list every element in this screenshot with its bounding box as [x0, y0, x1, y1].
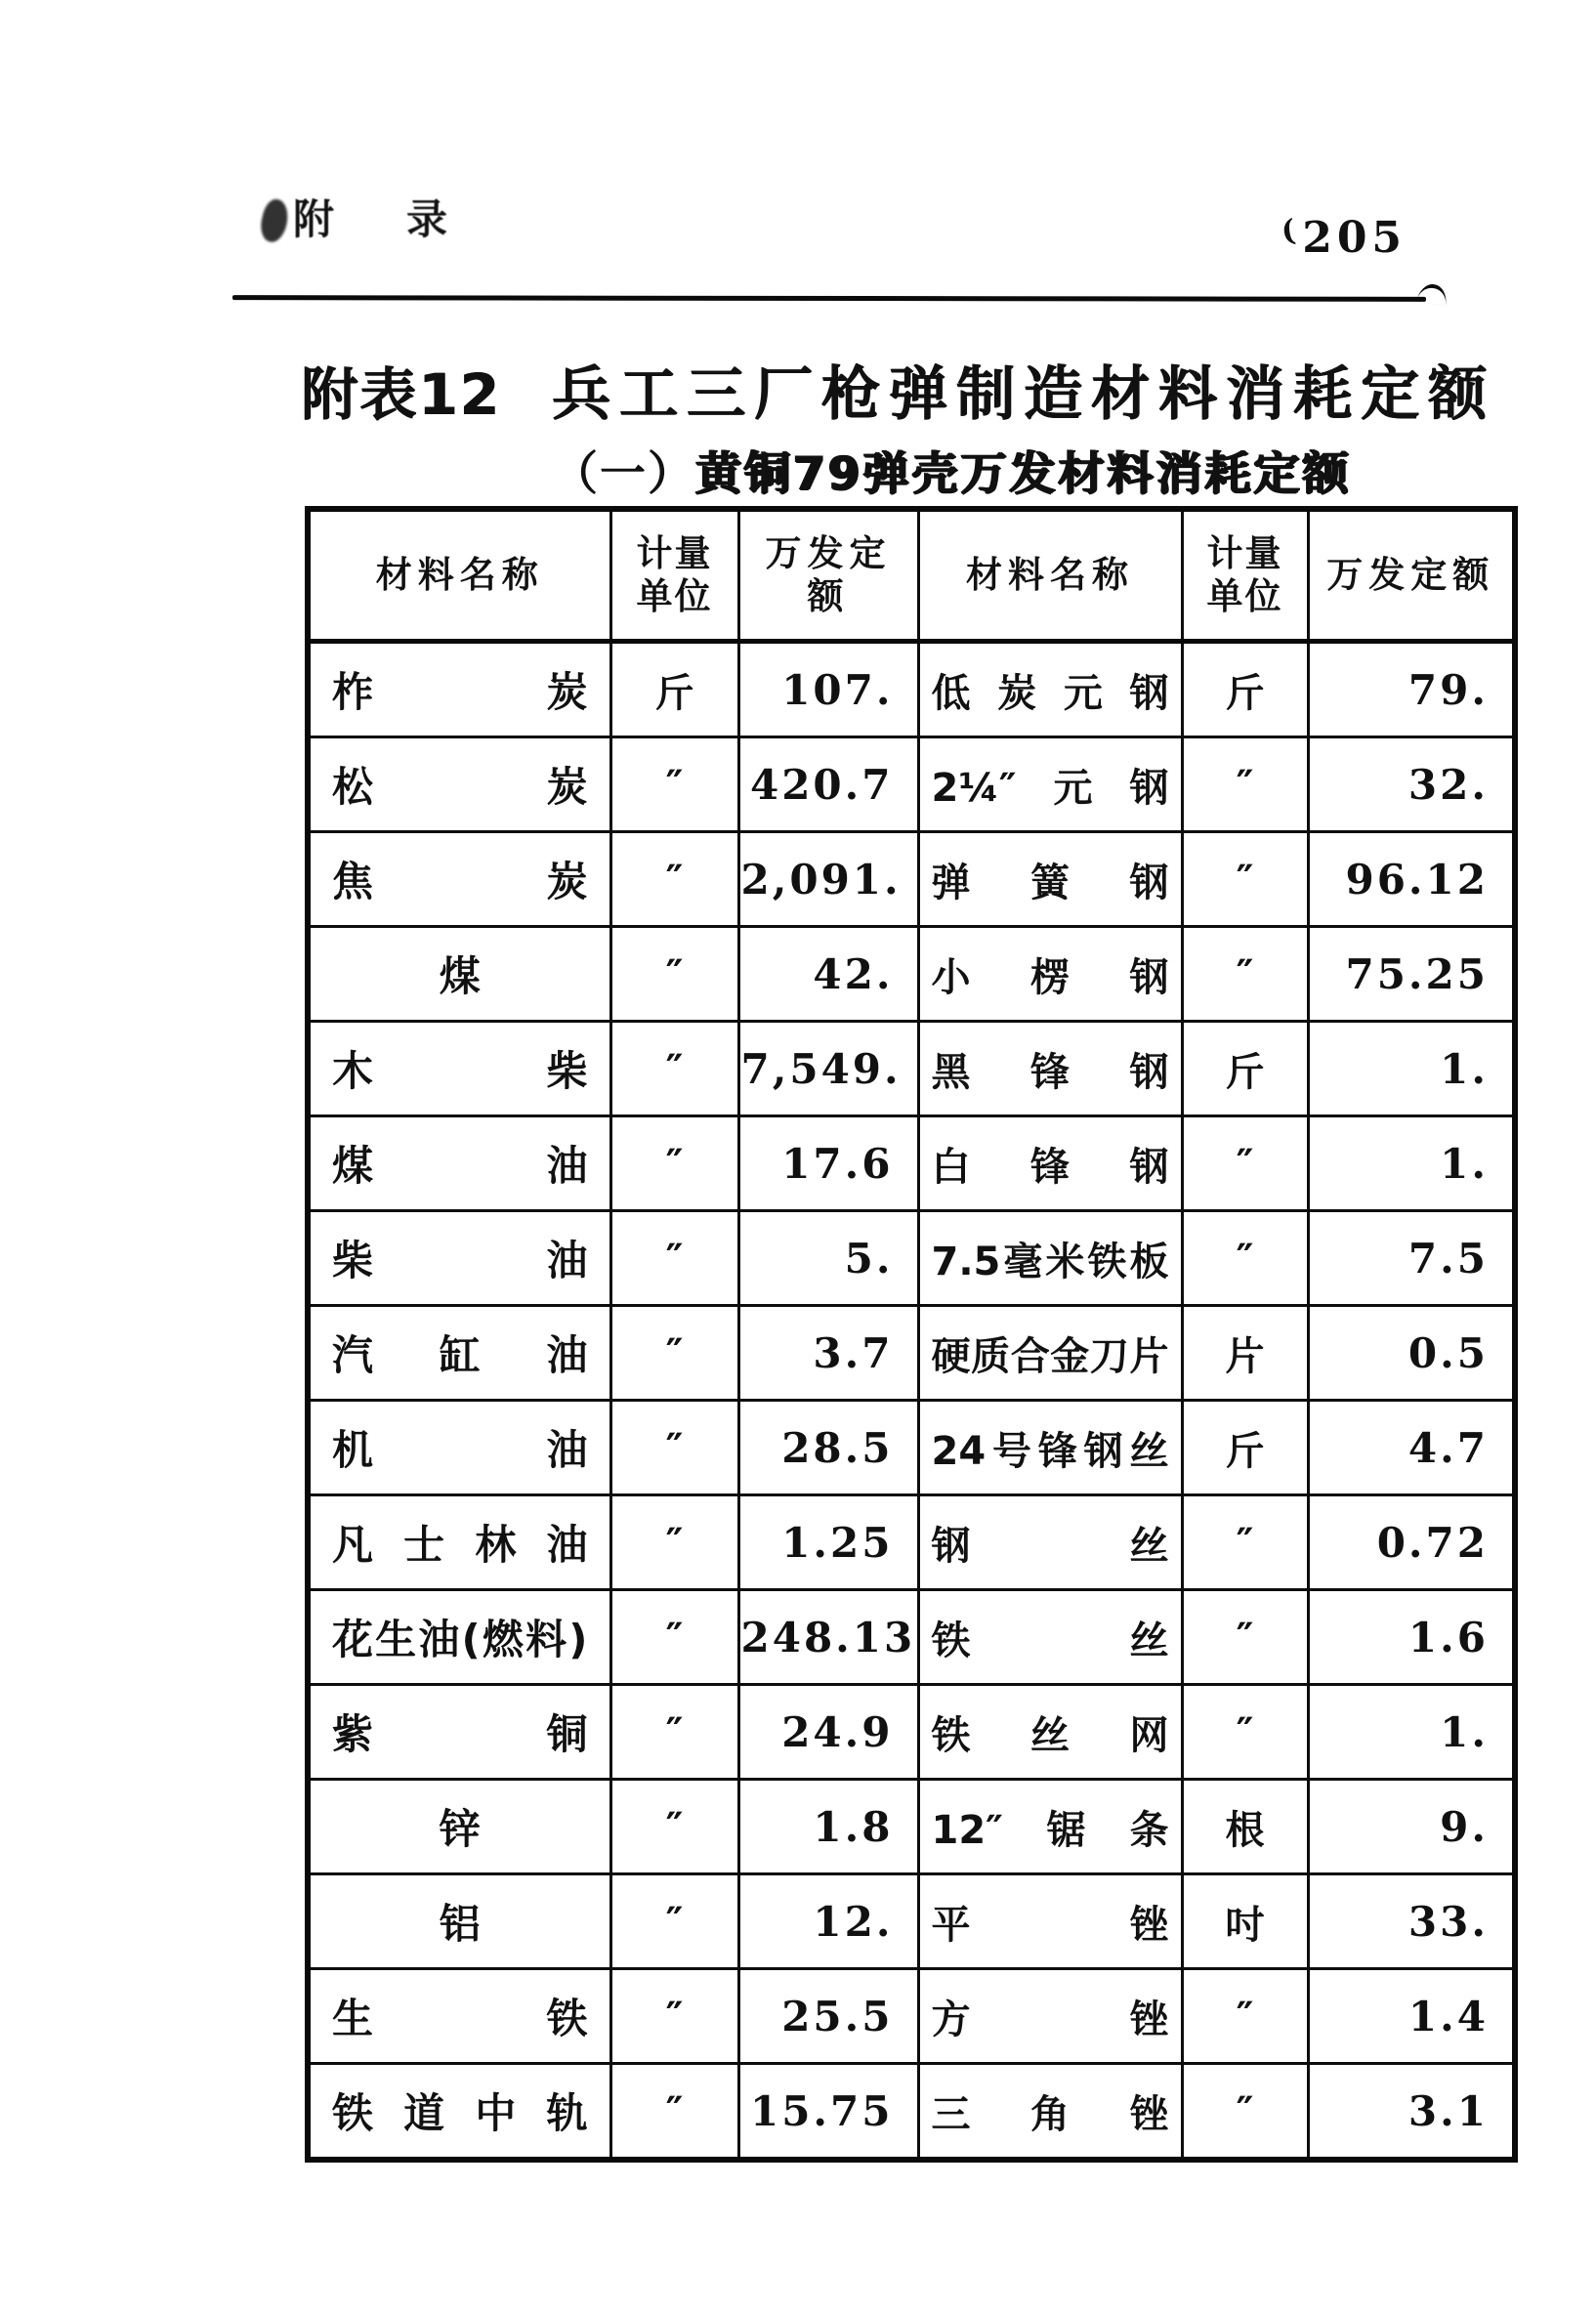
material-name-cell: 平锉 [918, 1874, 1182, 1969]
quota-cell: 96.12 [1308, 832, 1515, 927]
quota-cell: 1.6 [1308, 1590, 1515, 1685]
quota-cell: 1. [1308, 1685, 1515, 1780]
table-row [308, 927, 1515, 1022]
unit-cell: 斤 [1182, 1401, 1308, 1495]
quota-cell: 28.5 [738, 1401, 918, 1495]
table-row [308, 1211, 1515, 1306]
header-rule-hook [1416, 282, 1449, 307]
unit-cell: ″ [610, 1401, 738, 1495]
unit-cell: ″ [610, 1211, 738, 1306]
ink-smudge [257, 197, 292, 245]
unit-cell: ″ [1182, 1685, 1308, 1780]
table-row [308, 1685, 1515, 1780]
quota-cell: 1.8 [738, 1780, 918, 1874]
unit-cell: ″ [610, 1306, 738, 1401]
material-name-cell: 凡士林油 [308, 1495, 610, 1590]
material-name-cell: 花生油(燃料) [308, 1590, 610, 1685]
unit-cell: ″ [1182, 2064, 1308, 2161]
material-name-cell: 柴油 [308, 1211, 610, 1306]
material-name-cell: 铝 [308, 1874, 610, 1969]
quota-cell: 25.5 [738, 1969, 918, 2064]
title-row [301, 348, 1495, 432]
unit-cell: ″ [610, 927, 738, 1022]
unit-cell: ″ [1182, 832, 1308, 927]
header-rule [232, 295, 1426, 302]
quota-cell: 0.72 [1308, 1495, 1515, 1590]
unit-cell: 片 [1182, 1306, 1308, 1401]
header-quota-left: 万发定额 [738, 509, 918, 642]
header-material-name-left: 材料名称 [308, 509, 610, 642]
unit-cell: 吋 [1182, 1874, 1308, 1969]
material-name-cell: 锌 [308, 1780, 610, 1874]
material-name-cell: 机油 [308, 1401, 610, 1495]
quota-cell: 248.13 [738, 1590, 918, 1685]
table-row [308, 1969, 1515, 2064]
page-number-value: 205 [1302, 213, 1407, 263]
quota-cell: 79. [1308, 642, 1515, 737]
unit-cell: ″ [1182, 1211, 1308, 1306]
subtitle-text: 黄铜79弹壳万发材料消耗定额 [695, 447, 1352, 501]
unit-cell: ″ [1182, 1590, 1308, 1685]
quota-cell: 3.7 [738, 1306, 918, 1401]
table-row [308, 1780, 1515, 1874]
material-name-cell: 铁丝网 [918, 1685, 1182, 1780]
unit-cell: ″ [610, 1590, 738, 1685]
unit-cell: ″ [610, 737, 738, 832]
quota-cell: 1.4 [1308, 1969, 1515, 2064]
table-row [308, 1401, 1515, 1495]
quota-cell: 5. [738, 1211, 918, 1306]
quota-cell: 15.75 [738, 2064, 918, 2161]
material-name-cell: 7.5毫米铁板 [918, 1211, 1182, 1306]
material-name-cell: 三角锉 [918, 2064, 1182, 2161]
page-title: 兵工三厂枪弹制造材料消耗定额 [551, 360, 1495, 429]
page-number-mark: ( [1279, 212, 1303, 250]
unit-cell: ″ [610, 832, 738, 927]
quota-cell: 0.5 [1308, 1306, 1515, 1401]
material-name-cell: 汽缸油 [308, 1306, 610, 1401]
unit-cell: ″ [1182, 1495, 1308, 1590]
quota-cell: 1.25 [738, 1495, 918, 1590]
material-name-cell: 黑锋钢 [918, 1022, 1182, 1116]
quota-cell: 7,549. [738, 1022, 918, 1116]
quota-cell: 33. [1308, 1874, 1515, 1969]
unit-cell: ″ [1182, 737, 1308, 832]
page-number [1281, 213, 1407, 263]
table-row [308, 1306, 1515, 1401]
material-name-cell: 硬质合金刀片 [918, 1306, 1182, 1401]
table-row [308, 1022, 1515, 1116]
material-name-cell: 木柴 [308, 1022, 610, 1116]
material-name-cell: 2¼″元钢 [918, 737, 1182, 832]
quota-cell: 9. [1308, 1780, 1515, 1874]
material-name-cell: 小楞钢 [918, 927, 1182, 1022]
quota-cell: 107. [738, 642, 918, 737]
material-name-cell: 方锉 [918, 1969, 1182, 2064]
quota-cell: 420.7 [738, 737, 918, 832]
header-quota-right: 万发定额 [1308, 509, 1515, 642]
material-name-cell: 弹簧钢 [918, 832, 1182, 927]
table-row [308, 1116, 1515, 1211]
quota-cell: 7.5 [1308, 1211, 1515, 1306]
materials-table [305, 506, 1518, 2163]
material-name-cell: 松炭 [308, 737, 610, 832]
unit-cell: 斤 [1182, 1022, 1308, 1116]
table-row [308, 1590, 1515, 1685]
quota-cell: 1. [1308, 1022, 1515, 1116]
material-name-cell: 白锋钢 [918, 1116, 1182, 1211]
material-name-cell: 钢丝 [918, 1495, 1182, 1590]
unit-cell: ″ [610, 1874, 738, 1969]
material-name-cell: 煤油 [308, 1116, 610, 1211]
material-name-cell: 紫铜 [308, 1685, 610, 1780]
material-name-cell: 低炭元钢 [918, 642, 1182, 737]
material-name-cell: 柞炭 [308, 642, 610, 737]
header-unit-left: 计量单位 [610, 509, 738, 642]
quota-cell: 1. [1308, 1116, 1515, 1211]
quota-cell: 3.1 [1308, 2064, 1515, 2161]
material-name-cell: 煤 [308, 927, 610, 1022]
table-row [308, 737, 1515, 832]
page-subtitle [552, 438, 1351, 503]
material-name-cell: 铁丝 [918, 1590, 1182, 1685]
unit-cell: ″ [610, 1022, 738, 1116]
table-row [308, 832, 1515, 927]
quota-cell: 17.6 [738, 1116, 918, 1211]
unit-cell: ″ [610, 1116, 738, 1211]
table-row [308, 642, 1515, 737]
table-row [308, 1495, 1515, 1590]
material-name-cell: 24号锋钢丝 [918, 1401, 1182, 1495]
table-number-label: 附表12 [301, 361, 501, 428]
unit-cell: ″ [1182, 1116, 1308, 1211]
unit-cell: 根 [1182, 1780, 1308, 1874]
unit-cell: ″ [1182, 1969, 1308, 2064]
quota-cell: 42. [738, 927, 918, 1022]
unit-cell: 斤 [610, 642, 738, 737]
unit-cell: ″ [1182, 927, 1308, 1022]
quota-cell: 75.25 [1308, 927, 1515, 1022]
table-row [308, 2064, 1515, 2161]
quota-cell: 12. [738, 1874, 918, 1969]
unit-cell: ″ [610, 1969, 738, 2064]
table-row [308, 1874, 1515, 1969]
unit-cell: ″ [610, 2064, 738, 2161]
header-unit-right: 计量单位 [1182, 509, 1308, 642]
unit-cell: ″ [610, 1780, 738, 1874]
material-name-cell: 焦炭 [308, 832, 610, 927]
header-material-name-right: 材料名称 [918, 509, 1182, 642]
quota-cell: 24.9 [738, 1685, 918, 1780]
quota-cell: 32. [1308, 737, 1515, 832]
material-name-cell: 生铁 [308, 1969, 610, 2064]
running-head: 附 录 [293, 195, 464, 243]
material-name-cell: 12″锯条 [918, 1780, 1182, 1874]
material-name-cell: 铁道中轨 [308, 2064, 610, 2161]
quota-cell: 2,091. [738, 832, 918, 927]
unit-cell: 斤 [1182, 642, 1308, 737]
quota-cell: 4.7 [1308, 1401, 1515, 1495]
subtitle-prefix: （一） [552, 447, 695, 501]
unit-cell: ″ [610, 1685, 738, 1780]
unit-cell: ″ [610, 1495, 738, 1590]
table-header-row [308, 509, 1515, 642]
